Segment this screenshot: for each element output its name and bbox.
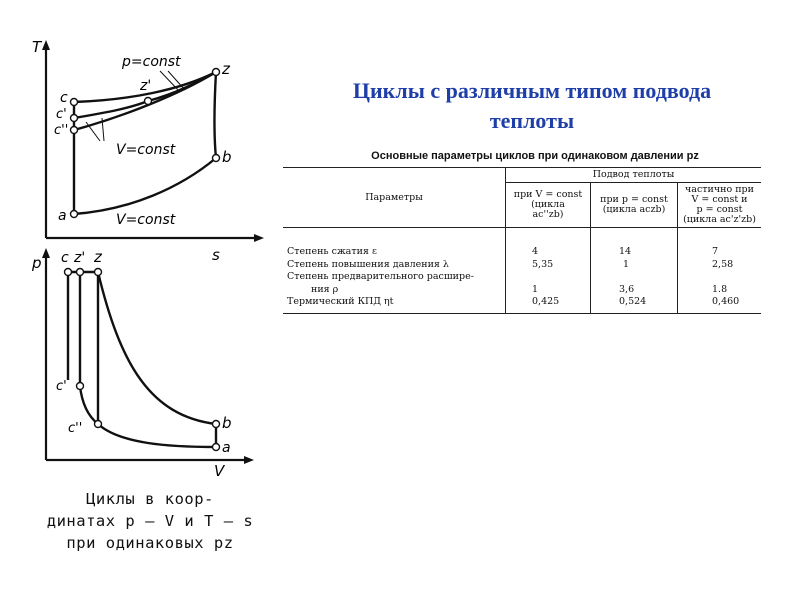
- header-col-v-line-3: ac''zb): [532, 209, 564, 220]
- pv-point-z1: [77, 269, 84, 276]
- col-p-value-3: [619, 271, 673, 284]
- caption-line-1: Циклы в коор-: [86, 490, 214, 508]
- ts-point-c2: [71, 127, 78, 134]
- header-col-v-line-1: при V = const: [513, 189, 583, 200]
- header-group: Подвод теплоты: [506, 168, 762, 183]
- col-mix-value-4: 1.8: [712, 283, 728, 295]
- pv-label-c2: c'': [68, 421, 83, 436]
- col-mix-values: [678, 228, 762, 314]
- pv-label-a: a: [222, 440, 231, 456]
- pv-label-z1: z': [74, 250, 86, 266]
- slide-title-line-1: Циклы с различным типом подвода: [352, 78, 712, 103]
- pv-axis-y-arrow: [42, 248, 50, 258]
- col-v-value-4: 1: [532, 283, 539, 295]
- ts-label-b: b: [222, 148, 232, 166]
- pv-axis-x-arrow: [244, 456, 254, 464]
- table-body-row: [283, 228, 761, 314]
- col-v-value-2: 5,35: [532, 258, 554, 270]
- header-col-p: [591, 183, 678, 228]
- ts-point-b: [213, 155, 220, 162]
- ts-isochore-ba: [74, 158, 216, 214]
- header-col-p-line-2: (цикла aczb): [602, 204, 666, 215]
- ts-label-z1: z': [140, 78, 152, 94]
- pv-axis-x-label: V: [214, 462, 225, 480]
- col-v-values: [506, 228, 591, 314]
- header-col-mix: [678, 183, 762, 228]
- col-mix-value-2: 2,58: [712, 258, 734, 270]
- header-col-p-line-1: при p = const: [600, 194, 668, 205]
- pv-compression-c1: [80, 386, 98, 424]
- ts-point-c1: [71, 115, 78, 122]
- ts-label-c2: c'': [54, 123, 69, 138]
- pv-label-c1: c': [56, 379, 67, 394]
- col-v-value-5: 0,425: [532, 296, 560, 307]
- ts-label-vconst-upper: V=const: [116, 142, 176, 158]
- header-col-mix-line-3: p = const: [696, 204, 743, 215]
- row-label-cutoff-1: Степень предварительного расшире-: [287, 271, 474, 282]
- header-col-mix-line-2: V = const и: [691, 194, 748, 205]
- ts-label-c1: c': [56, 107, 67, 122]
- col-mix-value-5: 0,460: [712, 296, 740, 307]
- ts-axis-x-label: s: [212, 246, 220, 264]
- pv-point-c: [65, 269, 72, 276]
- row-label-cutoff-2: ния ρ: [311, 283, 339, 295]
- ts-axis-y-arrow: [42, 40, 50, 50]
- pv-label-b: b: [222, 414, 232, 432]
- pv-label-z: z: [94, 248, 102, 266]
- col-mix-value-3: [712, 271, 757, 284]
- col-v-value-1: 4: [532, 246, 539, 257]
- ts-point-z1: [145, 98, 152, 105]
- ts-label-z: z: [222, 60, 230, 78]
- table-header-row-1: [283, 168, 761, 183]
- ts-label-vconst-lower: V=const: [116, 212, 176, 228]
- ts-point-z: [213, 69, 220, 76]
- caption-line-2: динатах p — V и T — s: [46, 512, 254, 530]
- col-p-value-5: 0,524: [619, 296, 647, 307]
- col-p-value-2: 1: [623, 258, 630, 270]
- col-p-value-1: 14: [619, 246, 632, 257]
- caption-line-3: при одинаковых pz: [66, 534, 234, 552]
- parameters-table: [283, 167, 761, 314]
- pv-diagram: [30, 244, 290, 484]
- pv-point-c1: [77, 383, 84, 390]
- pv-point-a: [213, 444, 220, 451]
- ts-label-c: c: [60, 90, 68, 106]
- row-label-pressure-ratio: Степень повышения давления λ: [287, 258, 449, 270]
- row-label-efficiency: Термический КПД ηt: [287, 296, 394, 307]
- ts-point-a: [71, 211, 78, 218]
- ts-label-a: a: [58, 208, 67, 224]
- pv-label-c: c: [61, 250, 69, 266]
- row-labels: [283, 228, 506, 314]
- header-params: Параметры: [283, 168, 506, 228]
- ts-axis-y-label: T: [32, 38, 42, 56]
- col-p-values: [591, 228, 678, 314]
- row-label-compression: Степень сжатия ε: [287, 246, 377, 257]
- col-p-value-4: 3,6: [619, 283, 635, 295]
- header-col-v-line-2: (цикла: [531, 199, 565, 210]
- pv-expansion-zb: [98, 272, 216, 424]
- ts-point-c: [71, 99, 78, 106]
- ts-label-pconst: p=const: [122, 54, 181, 70]
- pv-point-c2: [95, 421, 102, 428]
- pv-point-b: [213, 421, 220, 428]
- slide-title: [292, 76, 772, 136]
- header-col-v: [506, 183, 591, 228]
- ts-expansion-zb: [215, 72, 217, 158]
- header-col-mix-line-4: (цикла ac'z'zb): [683, 214, 756, 225]
- figure-caption: [25, 488, 275, 554]
- slide-title-line-2: теплоты: [489, 108, 575, 133]
- pv-compression-ac2: [98, 424, 216, 447]
- pv-axis-y-label: p: [32, 254, 42, 272]
- table-title: Основные параметры циклов при одинаковом давлении pz: [371, 150, 699, 162]
- header-col-mix-line-1: частично при: [685, 184, 754, 195]
- ts-axis-x-arrow: [254, 234, 264, 242]
- col-v-value-3: [532, 271, 586, 284]
- pv-point-z: [95, 269, 102, 276]
- col-mix-value-1: 7: [712, 246, 719, 257]
